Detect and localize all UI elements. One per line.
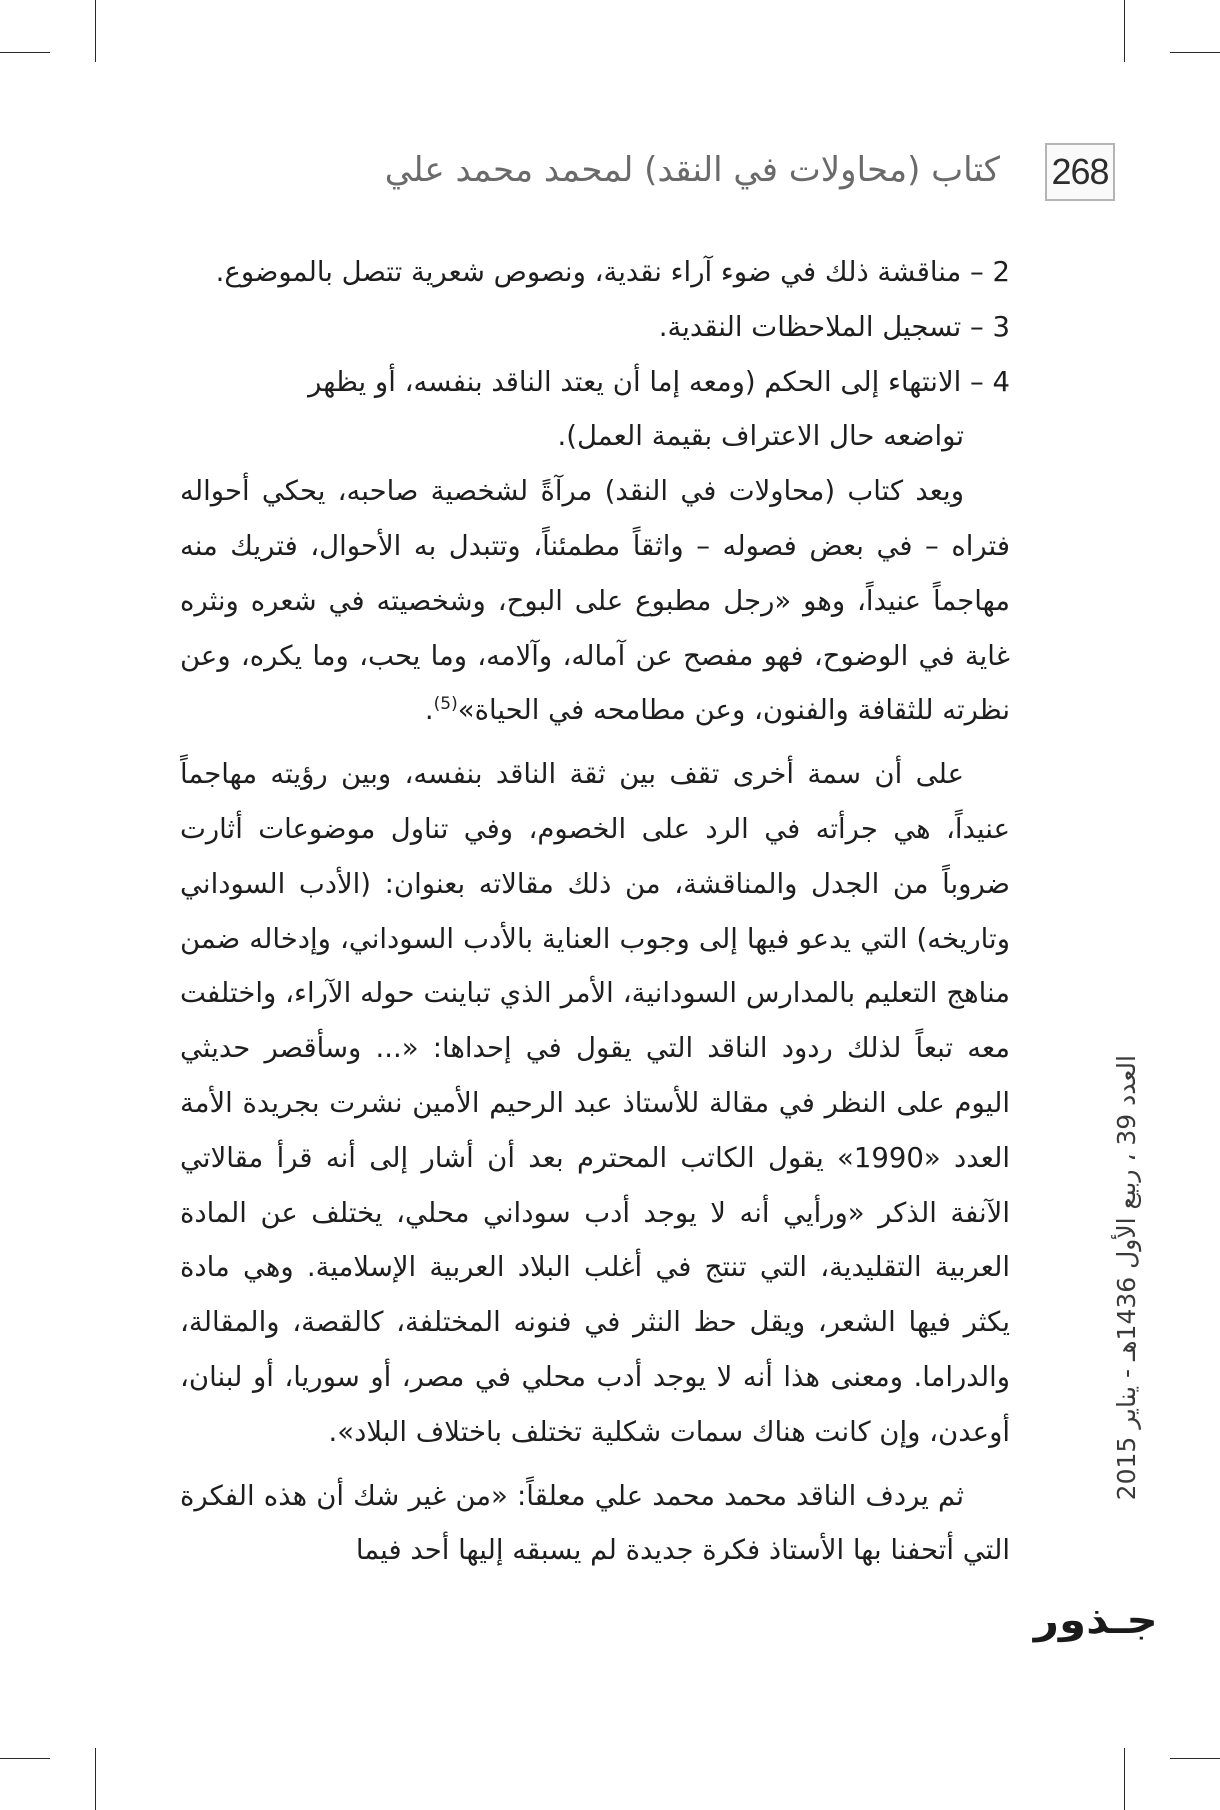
page-number: 268	[1045, 143, 1115, 201]
paragraph-1	[180, 464, 1010, 738]
paragraph-1-end: .	[424, 694, 434, 727]
crop-mark-bottom-left	[95, 1748, 96, 1810]
issue-caption: العدد 39 ، ربيع الأول 1436هـ - يناير 2015	[1112, 1055, 1141, 1501]
body-text	[180, 245, 1010, 1578]
crop-mark-top-left-h	[0, 52, 50, 53]
crop-mark-top-right-h	[1170, 52, 1220, 53]
list-item-2: 2 – مناقشة ذلك في ضوء آراء نقدية، ونصوص شعرية تتصل بالموضوع.	[215, 256, 1010, 288]
list-item-4-line-1: 4 – الانتهاء إلى الحكم (ومعه إما أن يعتد الناقد بنفسه، أو يظهر	[308, 365, 1010, 398]
crop-mark-bottom-right	[1124, 1748, 1125, 1810]
list-item-4	[180, 355, 1010, 465]
paragraph-1-text: ويعد كتاب (محاولات في النقد) مرآةً لشخصية صاحبه، يحكي أحواله فتراه – في بعض فصوله – واثقاً مطمئناً، وتتبدل به الأحوال، فتريك منه مهاجماً عنيداً، وهو «رجل مطبوع على البوح، وشخصيته في شعره ونثره غاية في الوضوح، فهو مفصح عن آماله، وآلامه، وما يحب، وما يكره، وعن نظرته للثقافة والفنون، وعن مطامحه في الحياة»	[180, 475, 1010, 727]
crop-mark-top-right	[1124, 0, 1125, 62]
paragraph-3: ثم يردف الناقد محمد محمد علي معلقاً: «من غير شك أن هذه الفكرة التي أتحفنا بها الأستاذ فكرة جديدة لم يسبقه إليها أحد فيما	[180, 1479, 1010, 1567]
footnote-reference: (5)	[433, 694, 458, 715]
list-item-3: 3 – تسجيل الملاحظات النقدية.	[658, 310, 1010, 343]
paragraph-2: على أن سمة أخرى تقف بين ثقة الناقد بنفسه، وبين رؤيته مهاجماً عنيداً، هي جرأته في الرد على الخصوم، وفي تناول موضوعات أثارت ضروباً من الجدل والمناقشة، من ذلك مقالاته بعنوان: (الأدب السوداني وتاريخه) التي يدعو فيها إلى وجوب العناية بالأدب السوداني، وإدخاله ضمن مناهج التعليم بالمدارس السودانية، الأمر الذي تباينت حوله الآراء، واختلفت معه تبعاً لذلك ردود الناقد التي يقول في إحداها: «... وسأقصر حديثي اليوم على النظر في مقالة للأستاذ عبد الرحيم الأمين نشرت بجريدة الأمة العدد «1990» يقول الكاتب المحترم بعد أن أشار إلى أنه قرأ مقالاتي الآنفة الذكر «ورأيي أنه لا يوجد أدب سوداني محلي، يختلف عن المادة العربية التقليدية، التي تنتج في أغلب البلاد العربية الإسلامية. وهي مادة يكثر فيها الشعر، ويقل حظ النثر في فنونه المختلفة، كالقصة، والمقالة، والدراما. ومعنى هذا أنه لا يوجد أدب محلي في مصر، أو سوريا، أو لبنان، أوعدن، وإن كانت هناك سمات شكلية تختلف باختلاف البلاد».	[180, 758, 1010, 1448]
journal-logo: جـذور	[1033, 1598, 1158, 1642]
crop-mark-bottom-right-h	[1170, 1758, 1220, 1759]
crop-mark-bottom-left-h	[0, 1758, 50, 1759]
list-item-4-line-2: تواضعه حال الاعتراف بقيمة العمل).	[557, 420, 964, 453]
running-header-title: كتاب (محاولات في النقد) لمحمد محمد علي	[384, 150, 1000, 190]
crop-mark-top-left	[95, 0, 96, 62]
